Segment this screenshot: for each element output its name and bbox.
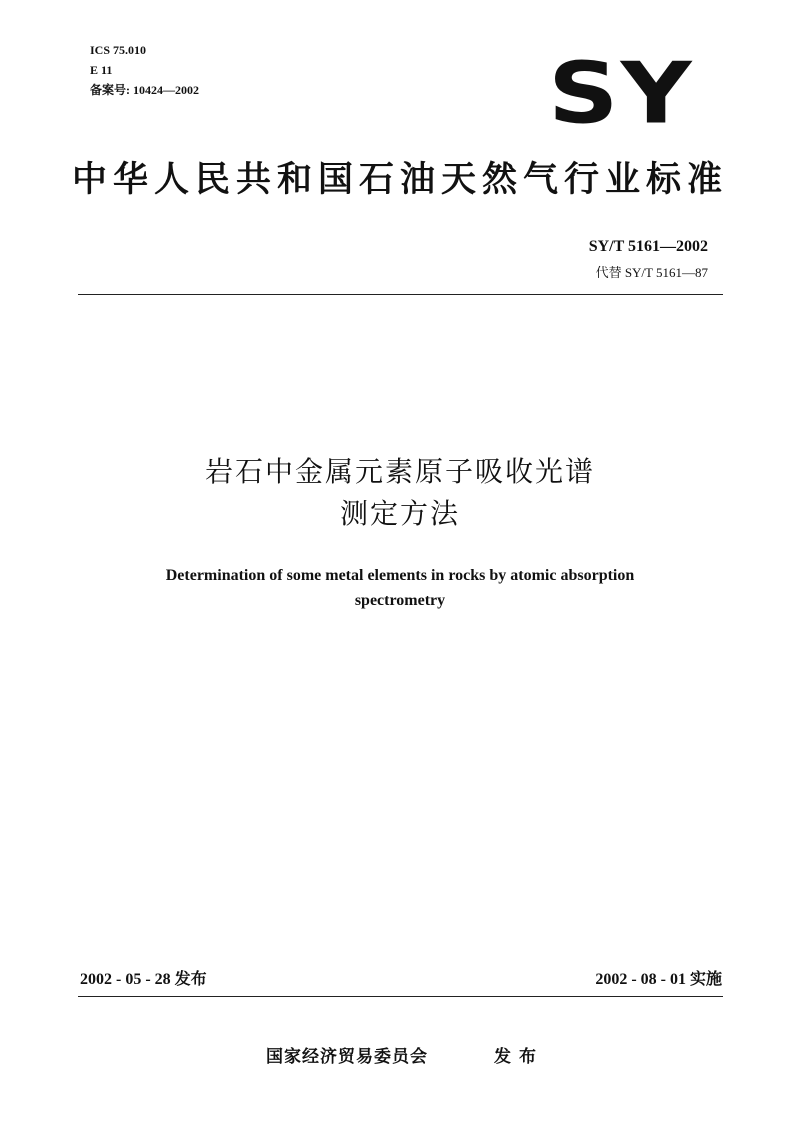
title-english-line-1: Determination of some metal elements in rocks by atomic absorption: [165, 567, 635, 584]
issuing-standard-category: 中华人民共和国石油天然气行业标准: [71, 160, 728, 200]
issue-date: 2002 - 05 - 28 发布: [80, 971, 207, 988]
standard-number: SY/T 5161—2002: [588, 238, 708, 255]
issue-action: 发布: [494, 1047, 544, 1067]
sy-logo: SY: [548, 45, 694, 144]
document-metadata: [90, 40, 199, 100]
top-divider: [78, 294, 723, 295]
effective-date: 2002 - 08 - 01 实施: [595, 971, 722, 988]
classification-code: E 11: [90, 63, 113, 77]
ics-code: ICS 75.010: [90, 43, 147, 57]
title-english-line-2: spectrometry: [354, 592, 446, 609]
title-chinese-line-2: 测定方法: [339, 497, 460, 530]
bottom-divider: [78, 996, 723, 997]
replaces-standard: 代替 SY/T 5161—87: [595, 265, 708, 280]
issuing-authority: 国家经济贸易委员会: [266, 1047, 428, 1067]
title-chinese-line-1: 岩石中金属元素原子吸收光谱: [204, 455, 595, 488]
record-number: 备案号: 10424—2002: [90, 83, 199, 97]
